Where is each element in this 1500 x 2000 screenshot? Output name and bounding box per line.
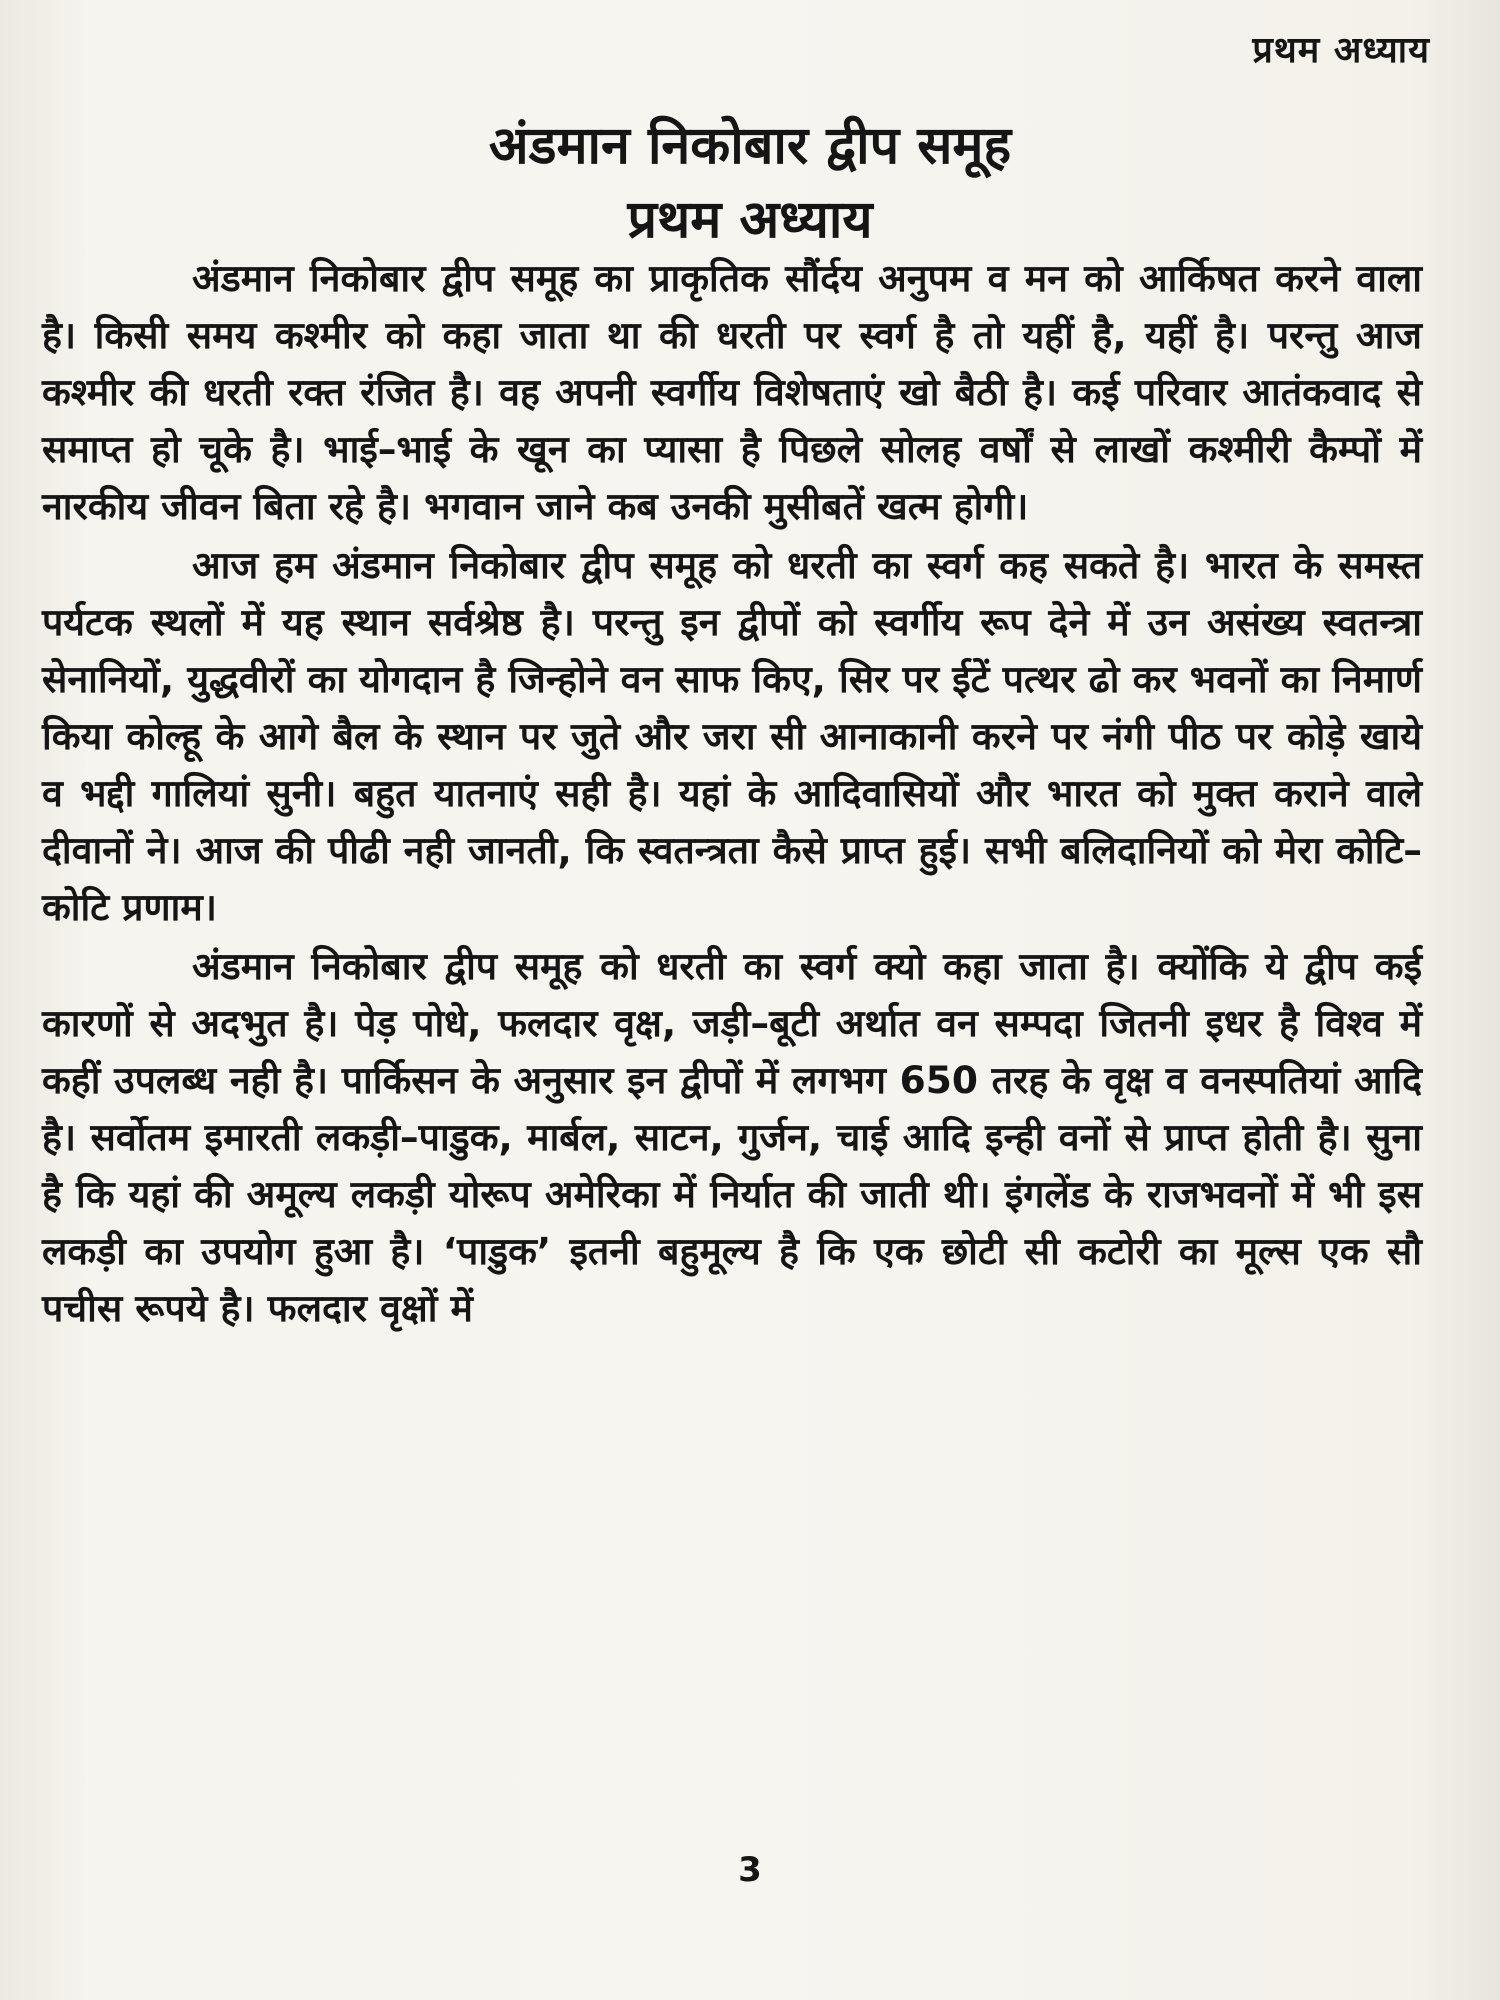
paragraph-1: अंडमान निकोबार द्वीप समूह का प्राकृतिक सौंर्दय अनुपम व मन को आर्किषत करने वाला है। किसी समय कश्मीर को कहा जाता था की धरती पर स्वर्ग है तो यहीं है, यहीं है। परन्तु आज कश्मीर की धरती रक्त रंजित है। वह अपनी स्वर्गीय विशेषताएं खो बैठी है। कई परिवार आतंकवाद से समाप्त हो चूके है। भाई–भाई के खून का प्यासा है पिछले सोलह वर्षों से लाखों कश्मीरी कैम्पों में नारकीय जीवन बिता रहे है। भगवान जाने कब उनकी मुसीबतें खत्म होगी। [42,256,1422,528]
chapter-title: अंडमान निकोबार द्वीप समूह [488,116,1012,176]
paragraph-3: अंडमान निकोबार द्वीप समूह को धरती का स्वर्ग क्यो कहा जाता है। क्योंकि ये द्वीप कई कारणों से अदभुत है। पेड़ पोधे, फलदार वृक्ष, जड़ी–बूटी अर्थात वन सम्पदा जितनी इधर है विश्व में कहीं उपलब्ध नही है। पार्किसन के अनुसार इन द्वीपों में लगभग 650 तरह के वृक्ष व वनस्पतियां आदि है। सर्वोतम इमारती लकड़ी–पाडुक, मार्बल, साटन, गुर्जन, चाई आदि इन्ही वनों से प्राप्त होती है। सुना है कि यहां की अमूल्य लकड़ी योरूप अमेरिका में निर्यात की जाती थी। इंगलेंड के राजभवनों में भी इस लकड़ी का उपयोग हुआ है। ‘पाडुक’ इतनी बहुमूल्य है कि एक छोटी सी कटोरी का मूल्स एक सौ पचीस रूपये है। फलदार वृक्षों में [42,944,1422,1330]
body-text [42,250,1422,1339]
page-number: 3 [738,1850,762,1890]
paragraph-2: आज हम अंडमान निकोबार द्वीप समूह को धरती का स्वर्ग कह सकते है। भारत के समस्त पर्यटक स्थलों में यह स्थान सर्वश्रेष्ठ है। परन्तु इन द्वीपों को स्वर्गीय रूप देने में उन असंख्य स्वतन्त्रा सेनानियों, युद्धवीरों का योगदान है जिन्होने वन साफ किए, सिर पर ईटें पत्थर ढो कर भवनों का निमार्ण किया कोल्हू के आगे बैल के स्थान पर जुते और जरा सी आनाकानी करने पर नंगी पीठ पर कोड़े खाये व भद्दी गालियां सुनी। बहुत यातनाएं सही है। यहां के आदिवासियों और भारत को मुक्त कराने वाले दीवानों ने। आज की पीढी नही जानती, कि स्वतन्त्रता कैसे प्राप्त हुई। सभी बलिदानियों को मेरा कोटि–कोटि प्रणाम। [42,543,1422,929]
chapter-subtitle: प्रथम अध्याय [627,190,873,250]
running-header: प्रथम अध्याय [1252,30,1430,71]
